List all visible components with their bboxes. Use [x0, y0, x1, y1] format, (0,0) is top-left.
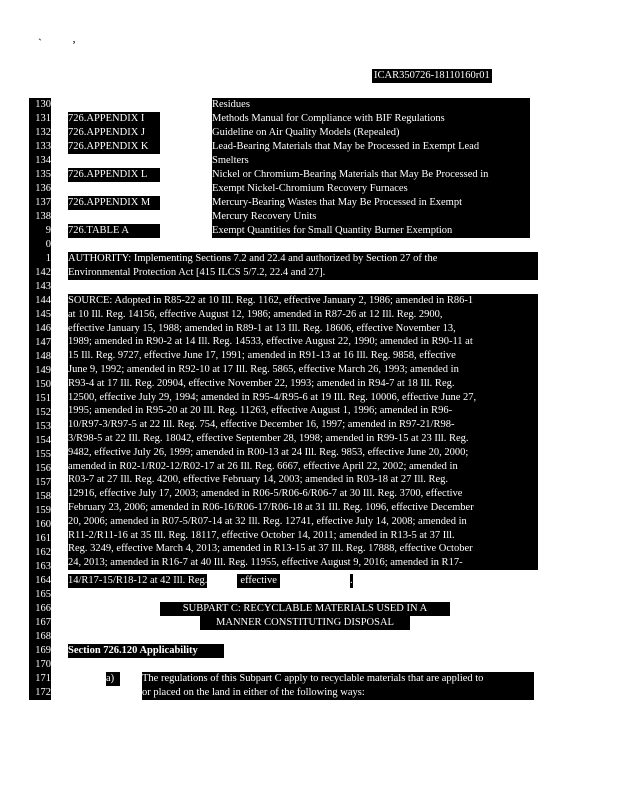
line-number: 1	[29, 252, 51, 266]
authority-paragraph	[68, 252, 538, 280]
source-line: 10/R97-3/R97-5 at 22 Ill. Reg. 754, effective December 16, 1997; amended in R97-21/R98-	[68, 419, 455, 431]
paragraph-a-line: or placed on the land in either of the following ways:	[142, 686, 534, 700]
subpart-heading: SUBPART C: RECYCLABLE MATERIALS USED IN A	[160, 602, 450, 616]
line-number: 162	[29, 546, 51, 560]
toc-code: 726.APPENDIX K	[68, 140, 160, 154]
source-line: June 9, 1992; amended in R92-10 at 17 Ill. Reg. 5865, effective March 26, 1993; amended in	[68, 363, 459, 375]
source-line: February 23, 2006; amended in R06-16/R06-17/R06-18 at 31 Ill. Reg. 1096, effective December	[68, 501, 474, 513]
toc-title: Smelters	[212, 154, 530, 168]
source-last-end: .	[349, 575, 353, 586]
source-line: 24, 2013; amended in R16-7 at 40 Ill. Reg. 11955, effective August 9, 2016; amended in R17-	[68, 557, 463, 569]
line-number: 163	[29, 560, 51, 574]
line-number: 154	[29, 434, 51, 448]
toc-title: Mercury Recovery Units	[212, 210, 530, 224]
toc-code: 726.APPENDIX I	[68, 112, 160, 126]
line-number: 9	[29, 224, 51, 238]
paragraph-a-line: The regulations of this Subpart C apply to recyclable materials that are applied to	[142, 672, 534, 686]
line-number: 164	[29, 574, 51, 588]
source-line: 20, 2006; amended in R07-5/R07-14 at 32 Ill. Reg. 12741, effective July 14, 2008; amended in	[68, 515, 467, 527]
line-number: 167	[29, 616, 51, 630]
source-line: SOURCE: Adopted in R85-22 at 10 Ill. Reg. 1162, effective January 2, 1986; amended in R86-1	[68, 295, 474, 306]
line-number: 165	[29, 588, 51, 602]
source-last-start: 14/R17-15/R18-12 at 42 Ill. Reg.	[68, 575, 208, 586]
line-number: 148	[29, 350, 51, 364]
toc-title: Exempt Quantities for Small Quantity Burner Exemption	[212, 224, 530, 238]
source-line: R11-2/R11-16 at 35 Ill. Reg. 18117, effective October 14, 2011; amended in R13-5 at 37 Ill.	[68, 529, 455, 541]
line-number: 158	[29, 490, 51, 504]
source-line: R93-4 at 17 Ill. Reg. 20904, effective November 22, 1993; amended in R94-7 at 18 Ill. Reg.	[68, 377, 455, 389]
source-last-mid: effective	[237, 574, 280, 588]
line-number: 151	[29, 392, 51, 406]
line-number: 150	[29, 378, 51, 392]
line-number: 170	[29, 658, 51, 672]
line-number: 169	[29, 644, 51, 658]
toc-title: Mercury-Bearing Wastes that May Be Processed in Exempt	[212, 196, 530, 210]
toc-title: Residues	[212, 98, 530, 112]
subpart-heading-line2: MANNER CONSTITUTING DISPOSAL	[200, 616, 410, 630]
source-line: 12916, effective July 17, 2003; amended in R06-5/R06-6/R06-7 at 30 Ill. Reg. 3700, effective	[68, 488, 463, 500]
line-number: 168	[29, 630, 51, 644]
authority-line: Environmental Protection Act [415 ILCS 5/7.2, 22.4 and 27].	[68, 266, 326, 278]
line-number: 172	[29, 686, 51, 700]
toc-title: Nickel or Chromium-Bearing Materials that May Be Processed in	[212, 168, 530, 182]
toc-title: Methods Manual for Compliance with BIF Regulations	[212, 112, 530, 126]
line-number: 161	[29, 532, 51, 546]
source-line: effective January 15, 1988; amended in R89-1 at 13 Ill. Reg. 18606, effective November 13,	[68, 322, 456, 334]
section-heading: Section 726.120 Applicability	[68, 644, 224, 658]
toc-code: 726.APPENDIX L	[68, 168, 160, 182]
line-number: 145	[29, 308, 51, 322]
source-line: at 10 Ill. Reg. 14156, effective August 12, 1986; amended in R87-26 at 12 Ill. Reg. 2900,	[68, 308, 443, 320]
line-number: 146	[29, 322, 51, 336]
line-number: 157	[29, 476, 51, 490]
source-line: R03-7 at 27 Ill. Reg. 4200, effective February 14, 2003; amended in R03-18 at 27 Ill. Reg.	[68, 474, 449, 486]
source-line: 12500, effective July 29, 1994; amended in R95-4/R95-6 at 19 Ill. Reg. 10006, effective June 27,	[68, 391, 477, 403]
line-number: 136	[29, 182, 51, 196]
line-number: 155	[29, 448, 51, 462]
line-number: 132	[29, 126, 51, 140]
paragraph-label: a)	[106, 672, 120, 686]
line-number: 156	[29, 462, 51, 476]
toc-title: Lead-Bearing Materials that May be Processed in Exempt Lead	[212, 140, 530, 154]
source-line: 3/R98-5 at 22 Ill. Reg. 18042, effective September 28, 1998; amended in R99-15 at 23 Ill. Reg.	[68, 432, 469, 444]
source-line: 1995; amended in R95-20 at 20 Ill. Reg. 11263, effective August 1, 1996; amended in R96-	[68, 405, 453, 417]
line-number: 142	[29, 266, 51, 280]
document-code: ICAR350726-18110160r01	[374, 70, 490, 81]
blank-reg-page	[207, 574, 237, 588]
line-number: 166	[29, 602, 51, 616]
line-number: 131	[29, 112, 51, 126]
source-last-line	[68, 574, 353, 588]
toc-title: Guideline on Air Quality Models (Repealed)	[212, 126, 530, 140]
toc-code: 726.APPENDIX J	[68, 126, 160, 140]
line-number: 152	[29, 406, 51, 420]
toc-code: 726.TABLE A	[68, 224, 160, 238]
source-paragraph	[68, 294, 538, 570]
line-number: 171	[29, 672, 51, 686]
corner-mark-left: `	[38, 36, 42, 50]
line-number: 160	[29, 518, 51, 532]
line-number: 130	[29, 98, 51, 112]
source-line: 9482, effective July 26, 1999; amended in R00-13 at 24 Ill. Reg. 9853, effective June 20, 2000;	[68, 446, 469, 458]
line-number: 153	[29, 420, 51, 434]
authority-line: AUTHORITY: Implementing Sections 7.2 and 22.4 and authorized by Section 27 of the	[68, 253, 438, 264]
line-number: 0	[29, 238, 51, 252]
line-number: 138	[29, 210, 51, 224]
source-line: 15 Ill. Reg. 9727, effective June 17, 1991; amended in R91-13 at 16 Ill. Reg. 9858, effective	[68, 350, 456, 362]
line-number: 143	[29, 280, 51, 294]
line-number: 144	[29, 294, 51, 308]
blank-effective-date	[280, 574, 350, 588]
line-number: 149	[29, 364, 51, 378]
line-number: 135	[29, 168, 51, 182]
source-line: 1989; amended in R90-2 at 14 Ill. Reg. 14533, effective August 22, 1990; amended in R90-11 at	[68, 336, 473, 348]
line-number: 134	[29, 154, 51, 168]
corner-mark-right: ʼ	[72, 38, 76, 52]
toc-code: 726.APPENDIX M	[68, 196, 160, 210]
source-line: Reg. 3249, effective March 4, 2013; amended in R13-15 at 37 Ill. Reg. 17888, effective October	[68, 543, 473, 555]
toc-title: Exempt Nickel-Chromium Recovery Furnaces	[212, 182, 530, 196]
line-number: 159	[29, 504, 51, 518]
line-number: 137	[29, 196, 51, 210]
line-number: 133	[29, 140, 51, 154]
source-line: amended in R02-1/R02-12/R02-17 at 26 Ill. Reg. 6667, effective April 22, 2002; amended in	[68, 460, 458, 472]
line-number: 147	[29, 336, 51, 350]
